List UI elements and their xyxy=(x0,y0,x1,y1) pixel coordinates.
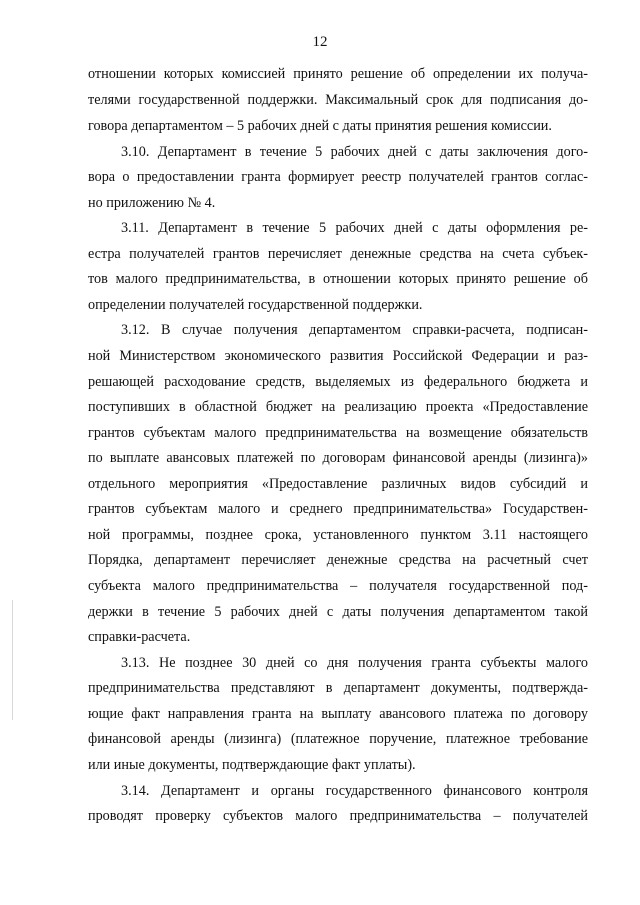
text-line: но приложению № 4. xyxy=(88,195,216,211)
text-line: ющие факт направления гранта на выплату авансового платежа по договору xyxy=(88,706,588,722)
text-line: тов малого предпринимательства, в отношении которых принято решение об xyxy=(88,271,588,287)
text-line: вора о предоставлении гранта формирует реестр получателей грантов соглас- xyxy=(88,169,588,185)
paragraph-first-line: 3.14. Департамент и органы государственного финансового контроля xyxy=(121,783,588,799)
text-line: финансовой аренды (лизинга) (платежное поручение, платежное требование xyxy=(88,731,588,747)
text-line: предпринимательства представляют в департамент документы, подтвержда- xyxy=(88,680,588,696)
text-line: Порядка, департамент перечисляет денежные средства на расчетный счет xyxy=(88,552,588,568)
text-line: отношении которых комиссией принято решение об определении их получа- xyxy=(88,66,588,82)
text-line: ной программы, позднее срока, установленного пунктом 3.11 настоящего xyxy=(88,527,588,543)
text-line: справки-расчета. xyxy=(88,629,191,645)
text-line: или иные документы, подтверждающие факт уплаты). xyxy=(88,757,416,773)
paragraph-first-line: 3.10. Департамент в течение 5 рабочих дней с даты заключения дого- xyxy=(121,144,588,160)
text-line: поступивших в областной бюджет на реализацию проекта «Предоставление xyxy=(88,399,588,415)
text-line: субъекта малого предпринимательства – получателя государственной под- xyxy=(88,578,588,594)
text-line: определении получателей государственной поддержки. xyxy=(88,297,423,313)
text-line: отдельного мероприятия «Предоставление различных видов субсидий и xyxy=(88,476,588,492)
page-number: 12 xyxy=(312,34,328,50)
paragraph-first-line: 3.11. Департамент в течение 5 рабочих дней с даты оформления ре- xyxy=(121,220,588,236)
text-line: проводят проверку субъектов малого предпринимательства – получателей xyxy=(88,808,588,824)
paragraph-first-line: 3.12. В случае получения департаментом справки-расчета, подписан- xyxy=(121,322,588,338)
text-line: грантов субъектам малого и среднего предпринимательства» Государствен- xyxy=(88,501,588,517)
text-line: говора департаментом – 5 рабочих дней с даты принятия решения комиссии. xyxy=(88,118,552,134)
scan-artifact-line xyxy=(12,600,13,720)
text-line: грантов субъектам малого предпринимательства на возмещение обязательств xyxy=(88,425,588,441)
text-line: естра получателей грантов перечисляет денежные средства на счета субъек- xyxy=(88,246,588,262)
text-line: держки в течение 5 рабочих дней с даты получения департаментом такой xyxy=(88,604,588,620)
text-line: решающей расходование средств, выделяемых из федерального бюджета и xyxy=(88,374,588,390)
text-line: по выплате авансовых платежей по договорам финансовой аренды (лизинга)» xyxy=(88,450,588,466)
text-line: ной Министерством экономического развития Российской Федерации и раз- xyxy=(88,348,588,364)
paragraph-first-line: 3.13. Не позднее 30 дней со дня получения гранта субъекты малого xyxy=(121,655,588,671)
text-line: телями государственной поддержки. Максимальный срок для подписания до- xyxy=(88,92,588,108)
